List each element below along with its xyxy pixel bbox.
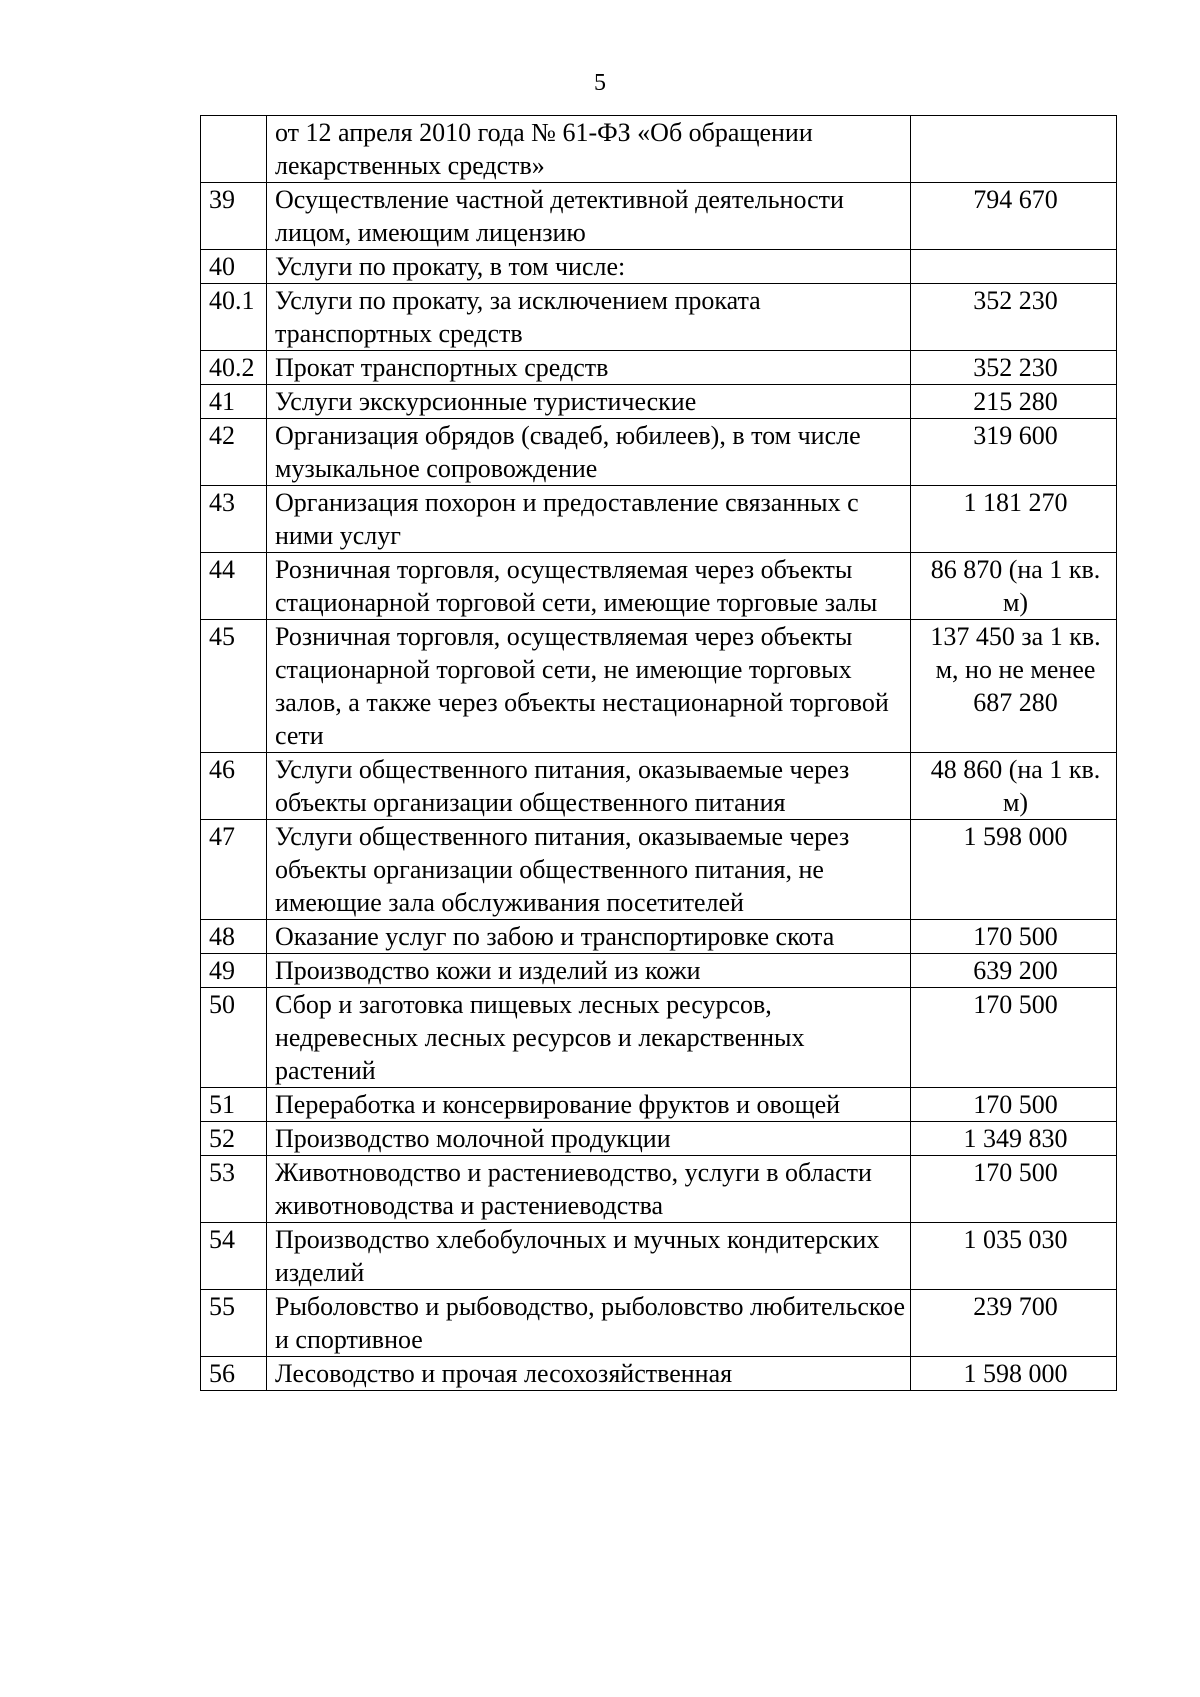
row-number: 54 <box>201 1223 267 1290</box>
income-value: 239 700 <box>911 1290 1117 1357</box>
income-value: 1 349 830 <box>911 1122 1117 1156</box>
activity-description: Услуги по прокату, за исключением проката транспортных средств <box>267 284 911 351</box>
table-row <box>201 954 1117 988</box>
row-number: 48 <box>201 920 267 954</box>
table-row <box>201 988 1117 1088</box>
row-number: 47 <box>201 820 267 920</box>
row-number <box>201 116 267 183</box>
activity-description: Услуги общественного питания, оказываемые через объекты организации общественного питания, не имеющие зала обслуживания посетителей <box>267 820 911 920</box>
income-value: 170 500 <box>911 1088 1117 1122</box>
activity-description: Услуги по прокату, в том числе: <box>267 250 911 284</box>
table-row <box>201 820 1117 920</box>
row-number: 53 <box>201 1156 267 1223</box>
table-row <box>201 753 1117 820</box>
activity-description: Производство кожи и изделий из кожи <box>267 954 911 988</box>
income-value: 352 230 <box>911 351 1117 385</box>
table-row <box>201 1088 1117 1122</box>
table-row <box>201 920 1117 954</box>
row-number: 50 <box>201 988 267 1088</box>
activity-description: Организация похорон и предоставление связанных с ними услуг <box>267 486 911 553</box>
row-number: 51 <box>201 1088 267 1122</box>
row-number: 40.2 <box>201 351 267 385</box>
income-value: 137 450 за 1 кв. м, но не менее 687 280 <box>911 620 1117 753</box>
row-number: 40.1 <box>201 284 267 351</box>
activity-description: Прокат транспортных средств <box>267 351 911 385</box>
income-value: 319 600 <box>911 419 1117 486</box>
table-row <box>201 486 1117 553</box>
income-value: 794 670 <box>911 183 1117 250</box>
table-row <box>201 419 1117 486</box>
activity-description: Осуществление частной детективной деятельности лицом, имеющим лицензию <box>267 183 911 250</box>
table-row <box>201 183 1117 250</box>
table-row <box>201 385 1117 419</box>
table-row <box>201 1156 1117 1223</box>
activity-description: Лесоводство и прочая лесохозяйственная <box>267 1357 911 1391</box>
table-row <box>201 284 1117 351</box>
activity-description: от 12 апреля 2010 года № 61-ФЗ «Об обращении лекарственных средств» <box>267 116 911 183</box>
activity-description: Сбор и заготовка пищевых лесных ресурсов, недревесных лесных ресурсов и лекарственных растений <box>267 988 911 1088</box>
table-row <box>201 250 1117 284</box>
income-value: 170 500 <box>911 1156 1117 1223</box>
row-number: 46 <box>201 753 267 820</box>
row-number: 42 <box>201 419 267 486</box>
income-value: 639 200 <box>911 954 1117 988</box>
row-number: 56 <box>201 1357 267 1391</box>
table-row <box>201 1223 1117 1290</box>
income-value: 86 870 (на 1 кв. м) <box>911 553 1117 620</box>
activity-description: Услуги общественного питания, оказываемые через объекты организации общественного питания <box>267 753 911 820</box>
row-number: 43 <box>201 486 267 553</box>
income-value <box>911 116 1117 183</box>
tariff-table <box>200 115 1117 1391</box>
income-value: 170 500 <box>911 988 1117 1088</box>
table-row <box>201 620 1117 753</box>
row-number: 55 <box>201 1290 267 1357</box>
row-number: 39 <box>201 183 267 250</box>
income-value: 1 181 270 <box>911 486 1117 553</box>
table-row <box>201 351 1117 385</box>
table-body <box>201 116 1117 1391</box>
table-row <box>201 553 1117 620</box>
row-number: 41 <box>201 385 267 419</box>
table-row <box>201 1122 1117 1156</box>
row-number: 44 <box>201 553 267 620</box>
row-number: 49 <box>201 954 267 988</box>
income-value: 1 035 030 <box>911 1223 1117 1290</box>
income-value <box>911 250 1117 284</box>
activity-description: Оказание услуг по забою и транспортировке скота <box>267 920 911 954</box>
table-row <box>201 1290 1117 1357</box>
table-row <box>201 1357 1117 1391</box>
income-value: 215 280 <box>911 385 1117 419</box>
activity-description: Организация обрядов (свадеб, юбилеев), в том числе музыкальное сопровождение <box>267 419 911 486</box>
row-number: 52 <box>201 1122 267 1156</box>
row-number: 45 <box>201 620 267 753</box>
table-row <box>201 116 1117 183</box>
income-value: 1 598 000 <box>911 820 1117 920</box>
activity-description: Производство молочной продукции <box>267 1122 911 1156</box>
income-value: 1 598 000 <box>911 1357 1117 1391</box>
income-value: 48 860 (на 1 кв. м) <box>911 753 1117 820</box>
activity-description: Услуги экскурсионные туристические <box>267 385 911 419</box>
activity-description: Животноводство и растениеводство, услуги в области животноводства и растениеводства <box>267 1156 911 1223</box>
activity-description: Производство хлебобулочных и мучных кондитерских изделий <box>267 1223 911 1290</box>
activity-description: Переработка и консервирование фруктов и овощей <box>267 1088 911 1122</box>
income-value: 170 500 <box>911 920 1117 954</box>
income-value: 352 230 <box>911 284 1117 351</box>
activity-description: Розничная торговля, осуществляемая через объекты стационарной торговой сети, имеющие торговые залы <box>267 553 911 620</box>
row-number: 40 <box>201 250 267 284</box>
page-number: 5 <box>594 70 606 96</box>
activity-description: Рыболовство и рыбоводство, рыболовство любительское и спортивное <box>267 1290 911 1357</box>
activity-description: Розничная торговля, осуществляемая через объекты стационарной торговой сети, не имеющие торговых залов, а также через объекты нестационарной торговой сети <box>267 620 911 753</box>
